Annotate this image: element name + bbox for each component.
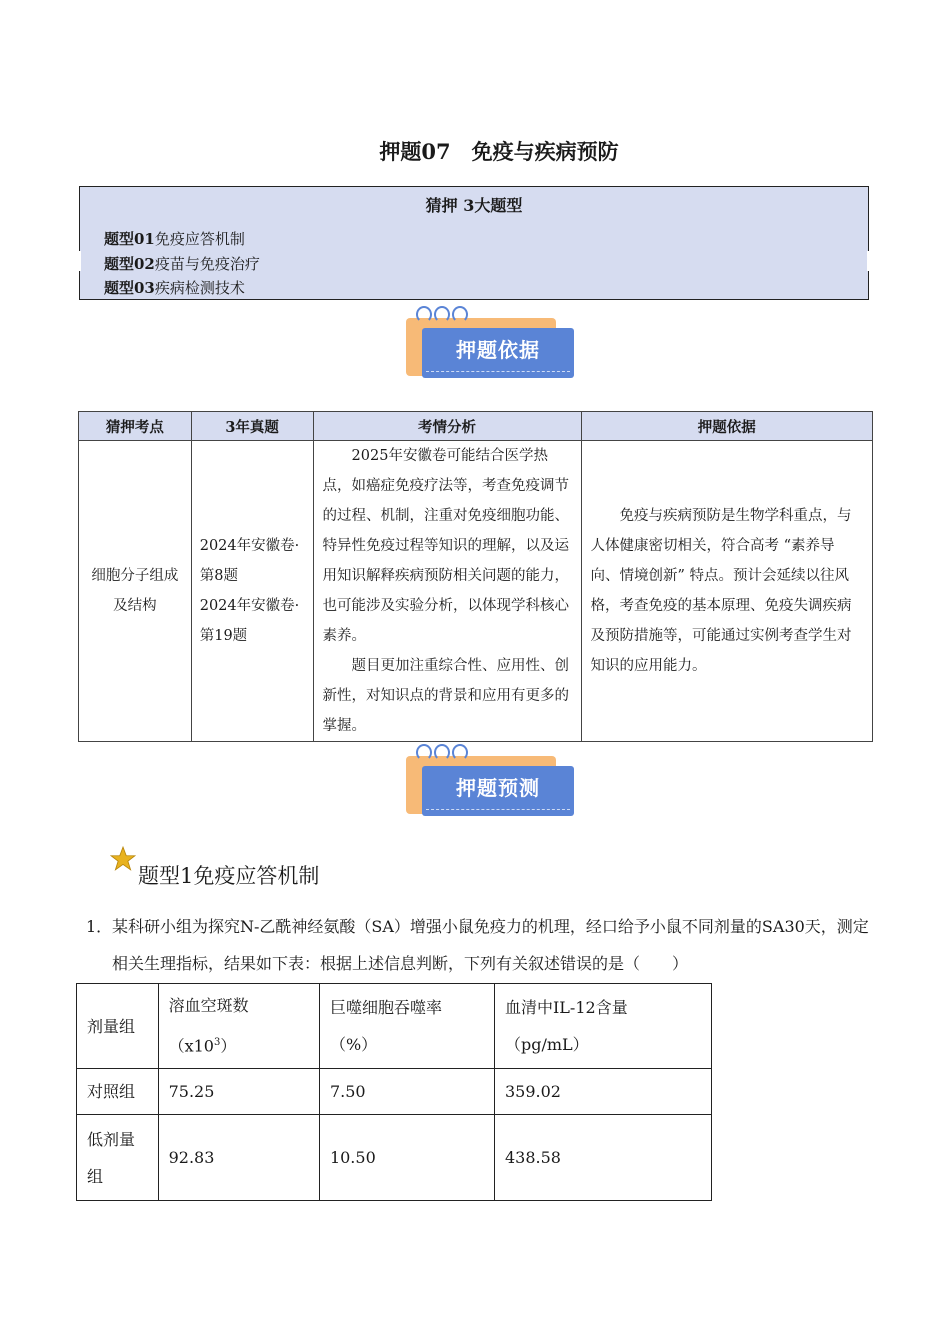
guess-item xyxy=(104,276,260,301)
data-table xyxy=(76,983,712,1201)
question-text: 某科研小组为探究N-乙酰神经氨酸（SA）增强小鼠免疫力的机理，经口给予小鼠不同剂量的SA30天，测定相关生理指标，结果如下表：根据上述信息判断，下列有关叙述错误的是（ ） xyxy=(112,917,869,973)
header-text: 巨噬细胞吞噬率 xyxy=(329,998,442,1017)
table-cell: 75.25 xyxy=(158,1069,319,1115)
page-title-text: 押题07 免疫与疾病预防 xyxy=(379,139,619,164)
basis-badge xyxy=(404,306,576,386)
table-cell: 低剂量组 xyxy=(77,1115,159,1201)
basis-header-cell: 3年真题 xyxy=(191,412,313,441)
guess-item-text: 免疫应答机制 xyxy=(154,230,245,248)
table-cell: 438.58 xyxy=(494,1115,711,1201)
guess-item-prefix: 题型01 xyxy=(104,230,155,248)
basis-header-cell: 猜押考点 xyxy=(79,412,192,441)
data-header-cell xyxy=(158,984,319,1069)
guess-item xyxy=(104,227,260,252)
basis-table-row xyxy=(79,441,873,742)
past-exams-cell xyxy=(191,441,313,742)
guess-item xyxy=(104,252,260,277)
guess-item-list xyxy=(104,227,260,301)
guess-item-prefix: 题型02 xyxy=(104,254,155,273)
left-edge-mark xyxy=(77,251,81,271)
question-number: 1． xyxy=(86,917,113,936)
right-edge-mark xyxy=(867,251,871,271)
exam-point-cell: 细胞分子组成及结构 xyxy=(79,441,192,742)
past-exam-item: 2024年安徽卷·第8题 xyxy=(199,538,300,584)
guess-item-prefix: 题型03 xyxy=(104,279,155,297)
analysis-paragraph: 2025年安徽卷可能结合医学热点，如癌症免疫疗法等，考查免疫调节的过程、机制，注重对免疫细胞功能、特异性免疫过程等知识的理解，以及运用知识解释疾病预防相关问题的能力，也可能涉及实验分析，以体现学科核心素养。 xyxy=(322,448,570,644)
data-table-header xyxy=(77,984,712,1069)
basis-table-header xyxy=(79,412,873,441)
past-exam-item: 2024年安徽卷·第19题 xyxy=(199,598,300,644)
predict-badge xyxy=(404,744,576,824)
data-header-cell: 血清中IL-12含量（pg/mL） xyxy=(494,984,711,1069)
basis-cell xyxy=(581,441,872,742)
section-title: 题型1免疫应答机制 xyxy=(138,864,320,888)
table-cell: 7.50 xyxy=(319,1069,494,1115)
basis-table xyxy=(78,411,873,742)
table-cell: 对照组 xyxy=(77,1069,159,1115)
guess-summary-box xyxy=(79,186,869,300)
basis-header-cell: 考情分析 xyxy=(313,412,581,441)
table-cell: 92.83 xyxy=(158,1115,319,1201)
basis-badge-label: 押题依据 xyxy=(456,338,540,362)
analysis-paragraph: 题目更加注重综合性、应用性、创新性，对知识点的背景和应用有更多的掌握。 xyxy=(322,658,570,734)
analysis-cell xyxy=(313,441,581,742)
basis-paragraph: 免疫与疾病预防是生物学科重点，与人体健康密切相关，符合高考 “素养导向、情境创新” 特点。预计会延续以往风格，考查免疫的基本原理、免疫失调疾病及预防措施等，可能通过实例考查学生对知识的应用能力。 xyxy=(590,508,852,674)
predict-badge-label: 押题预测 xyxy=(456,776,540,800)
guess-item-text: 疾病检测技术 xyxy=(154,279,245,297)
guess-item-text: 疫苗与免疫治疗 xyxy=(154,254,260,273)
page-title xyxy=(0,136,950,166)
table-row xyxy=(77,1115,712,1201)
table-row xyxy=(77,1069,712,1115)
data-header-cell xyxy=(319,984,494,1069)
basis-header-cell: 押题依据 xyxy=(581,412,872,441)
question-1 xyxy=(86,908,876,982)
data-header-cell: 剂量组 xyxy=(77,984,159,1069)
header-unit: $(x10^3)$ xyxy=(168,1036,237,1056)
star-icon xyxy=(110,846,136,872)
table-cell: 359.02 xyxy=(494,1069,711,1115)
header-unit: （%） xyxy=(329,1035,378,1054)
table-cell: 10.50 xyxy=(319,1115,494,1201)
header-text: 溶血空斑数 xyxy=(168,996,249,1016)
guess-heading: 猜押 3大题型 xyxy=(425,196,523,215)
